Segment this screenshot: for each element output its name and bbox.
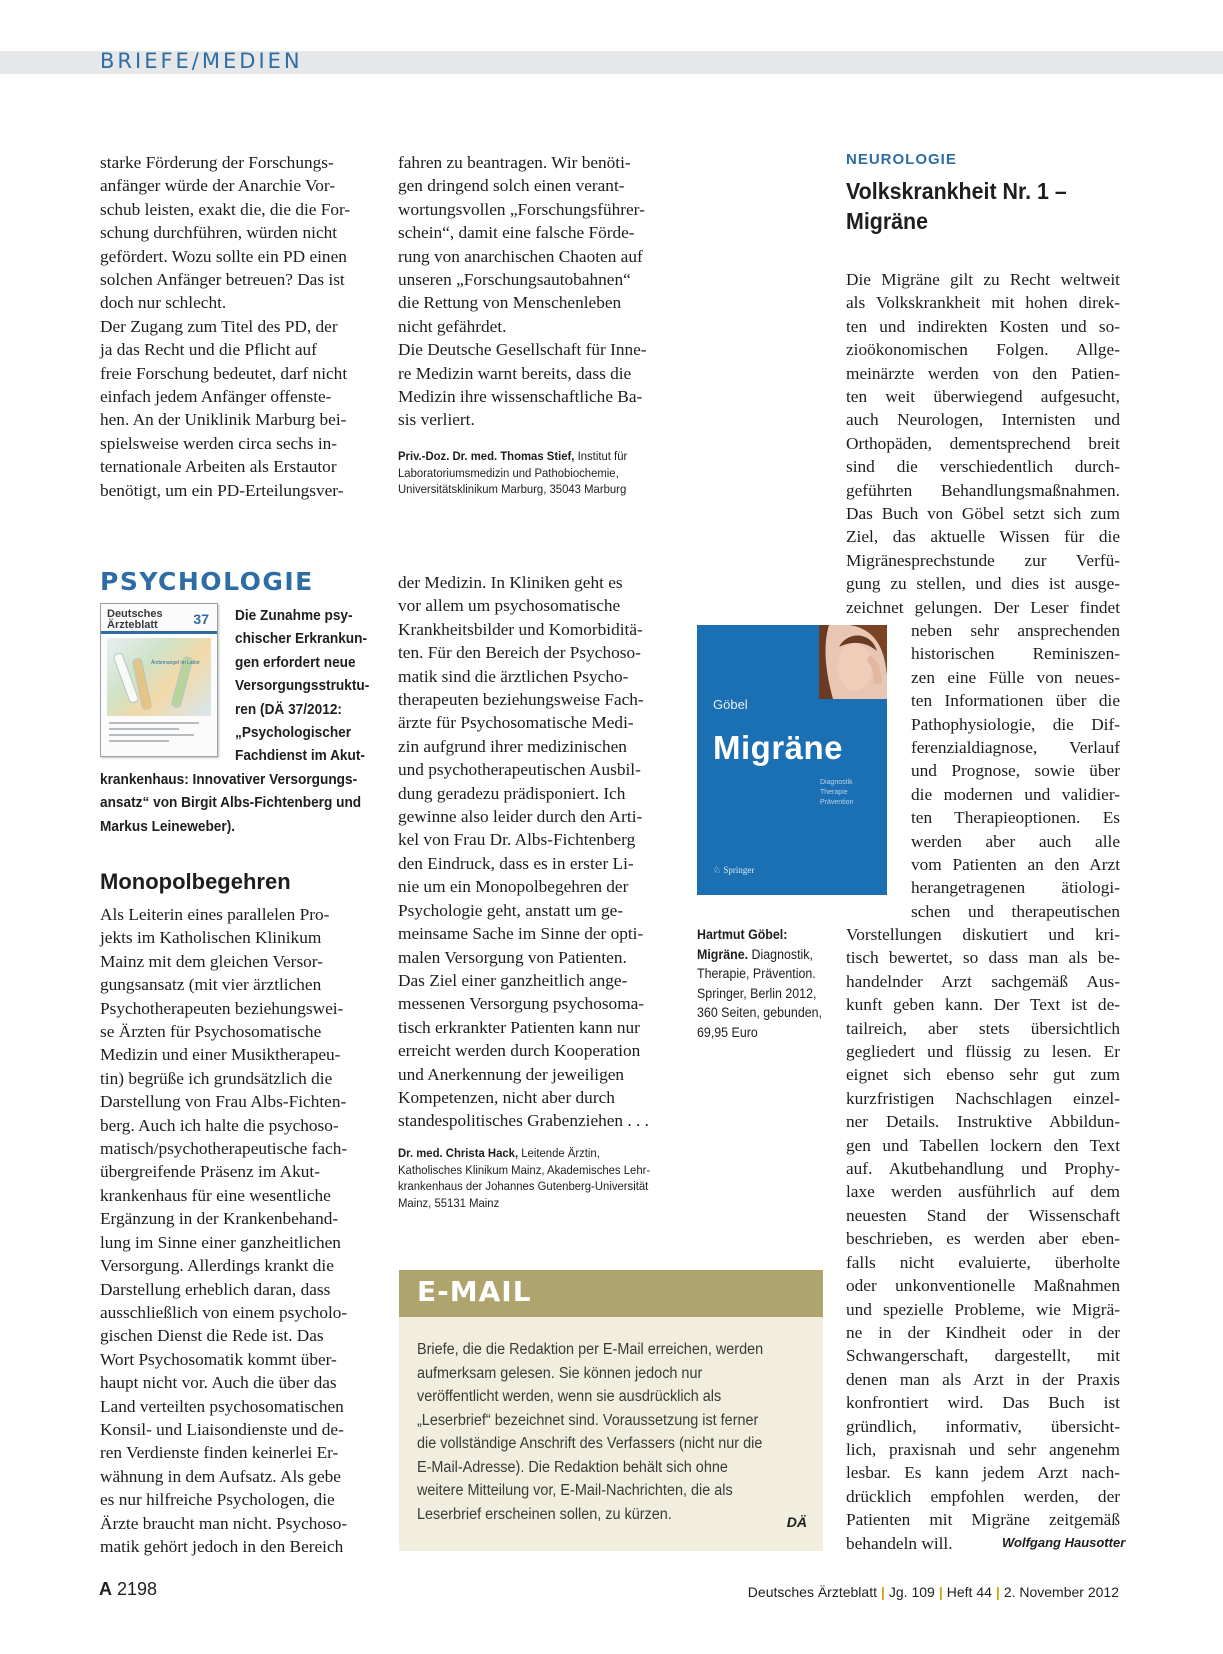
psychologie-intro-line: ren (DÄ 37/2012: xyxy=(235,700,342,718)
letter1-text-line: wortungsvollen „Forschungsführer- xyxy=(398,199,645,219)
letter2-text-line: und Anerkennung der jeweiligen xyxy=(398,1064,625,1084)
book-cover-photo xyxy=(819,625,887,699)
letter2-text-line: Konsil- und Liaisondienste und de- xyxy=(100,1419,344,1439)
page-prefix: A xyxy=(99,1579,112,1599)
psychologie-intro-line: gen erfordert neue xyxy=(235,653,356,671)
letter2-text-line: dung geradezu prädisponiert. Ich xyxy=(398,783,626,803)
psychologie-intro-line: chischer Erkrankun- xyxy=(235,630,368,648)
letter2-text-line: malen Versorgung von Patienten. xyxy=(398,947,627,967)
review-text-line: ten Therapieoptionen. Es xyxy=(911,808,1120,828)
letter2-column1 xyxy=(100,903,380,1558)
psychologie-intro-line: ansatz“ von Birgit Albs-Fichtenberg und xyxy=(100,794,362,812)
email-box-text: Briefe, die die Redaktion per E-Mail erreichen, werden aufmerksam gelesen. Sie können jedoch nur veröffentlicht werden, wenn sie ausdrücklich als „Leserbrief“ bezeichnet sind. Voraussetzung ist ferner die vollständige Anschrift des Verfassers (nicht nur die E-Mail-Adresse). Die Redaktion behält sich ohne weitere Mitteilung vor, E-Mail-Nachrichten, die als Leserbrief erscheinen sollen, zu kürzen. xyxy=(417,1341,764,1523)
magazine-cover-image xyxy=(100,603,218,757)
springer-logo-icon: ♘ xyxy=(713,865,724,875)
psychologie-intro-line: „Psychologischer xyxy=(235,724,352,742)
letter1-text-line: fahren zu beantragen. Wir benöti- xyxy=(398,153,631,172)
review-text-line: Pathophysiologie, die Dif- xyxy=(911,714,1120,734)
letter2-text-line: tin) begrüße ich grundsätzlich die xyxy=(100,1068,333,1088)
review-author: Wolfgang Hausotter xyxy=(1002,1535,1126,1550)
review-text-line: kurzfristigen Nachschlagen einzel- xyxy=(846,1088,1120,1108)
letter2-text-line: den Eindruck, dass es in erster Li- xyxy=(398,853,634,873)
review-text-line: lich, praxisnah und sehr angenehm xyxy=(846,1439,1120,1459)
letter1-text-line: nicht gefährdet. xyxy=(398,316,507,336)
letter2-text-line: es nur hilfreiche Psychologen, die xyxy=(100,1490,335,1510)
psychologie-heading: PSYCHOLOGIE xyxy=(100,567,314,596)
letter1-signature xyxy=(398,448,665,498)
book-cover-title: Migräne xyxy=(713,729,844,766)
book-caption-line: 69,95 Euro xyxy=(697,1024,758,1040)
review-text-line: zioökonomischen Folgen. Allge- xyxy=(846,340,1120,360)
letter1-text-line: anfänger würde der Anarchie Vor- xyxy=(100,176,336,196)
review-text-line: werden aber auch alle xyxy=(911,831,1120,851)
letter1-text-line: schung durchführen, würden nicht xyxy=(100,223,338,243)
letter2-text-line: ärzte für Psychosomatische Medi- xyxy=(398,713,634,733)
book-cover-subtitle-line: Prävention xyxy=(820,799,854,806)
letter2-text-line: der Medizin. In Kliniken geht es xyxy=(398,573,623,592)
letter2-text-line: Darstellung erheblich daran, dass xyxy=(100,1279,331,1299)
footer-separator: | xyxy=(938,1584,943,1600)
letter2-text-line: vor allem um psychosomatische xyxy=(398,596,621,616)
magazine-issue-number: 37 xyxy=(193,611,209,627)
review-text-line: drücklich empfohlen werden, der xyxy=(846,1486,1120,1506)
review-text-line: laxe werden ausführlich auf dem xyxy=(846,1182,1120,1202)
review-text-line: beschrieben, es werden aber eben- xyxy=(846,1229,1120,1249)
review-text-line: Schwangerschaft, dargestellt, mit xyxy=(846,1346,1120,1366)
letter1-column2 xyxy=(398,151,678,432)
letter2-text-line: nie um ein Monopolbegehren der xyxy=(398,877,629,897)
email-box-signature: DÄ xyxy=(786,1514,807,1530)
footer-publication-info xyxy=(748,1584,1119,1600)
review-text-line: gung zu stellen, und dies ist ausge- xyxy=(846,574,1120,594)
review-text-line: zen eine Fülle von neues- xyxy=(911,667,1120,687)
letter2-text-line: erreicht werden durch Kooperation xyxy=(398,1041,641,1061)
letter2-text-line: Darstellung von Frau Albs-Fichten- xyxy=(100,1092,347,1112)
review-text-line: Vorstellungen diskutiert und kri- xyxy=(846,925,1120,944)
review-text-line: und Prognose, sowie über xyxy=(911,761,1120,781)
review-text-line: zeichnet gelungen. Der Leser findet xyxy=(846,597,1120,617)
letter2-title: Monopolbegehren xyxy=(100,869,291,894)
review-text-line: ne in der Kindheit oder in der xyxy=(846,1322,1120,1342)
letter2-text-line: Versorgung. Allerdings krankt die xyxy=(100,1256,334,1276)
letter1-text-line: solchen Anfänger betreuen? Das ist xyxy=(100,270,345,290)
letter2-text-line: Ergänzung in der Krankenbehand- xyxy=(100,1209,339,1229)
magazine-title-line2: Ärzteblatt xyxy=(107,619,158,631)
letter1-text-line: Der Zugang zum Titel des PD, der xyxy=(100,316,338,336)
letter2-text-line: krankenhaus für eine wesentliche xyxy=(100,1185,331,1205)
letter2-text-line: übergreifende Präsenz im Akut- xyxy=(100,1162,320,1182)
review-body-bottom xyxy=(846,923,1120,1555)
letter2-text-line: wähnung in dem Aufsatz. Als gebe xyxy=(100,1466,341,1486)
review-text-line: sind die verschiedentlich durch- xyxy=(846,457,1120,477)
letter1-text-line: hen. An der Uniklinik Marburg bei- xyxy=(100,410,347,430)
letter2-signature xyxy=(398,1145,674,1211)
woman-headache-illustration xyxy=(819,625,887,699)
footer-separator: | xyxy=(995,1584,1000,1600)
letter1-signature-name: Priv.-Doz. Dr. med. Thomas Stief, xyxy=(398,449,575,463)
letter2-text-line: kel von Frau Dr. Albs-Fichtenberg xyxy=(398,830,636,850)
letter2-text-line: matik gehört jedoch in den Bereich xyxy=(100,1536,344,1556)
letter1-text-line: schub leisten, exakt die, die die For- xyxy=(100,199,351,219)
letter2-text-line: ten. Für den Bereich der Psychoso- xyxy=(398,643,641,663)
magazine-lab-photo xyxy=(107,638,211,716)
review-text-line: Migränesprechstunde zur Verfü- xyxy=(846,550,1120,570)
review-text-line: tisch bewertet, so dass man als be- xyxy=(846,948,1120,968)
footer-date: 2. November 2012 xyxy=(1003,1584,1119,1600)
letter1-text-line: unseren „Forschungsautobahnen“ xyxy=(398,270,631,290)
review-text-line: herangetragenen ätiologi- xyxy=(911,878,1120,898)
review-text-line: konfrontiert wird. Das Buch ist xyxy=(846,1393,1120,1413)
section-title: BRIEFE/MEDIEN xyxy=(100,49,303,73)
footer-separator: | xyxy=(880,1584,885,1600)
psychologie-intro-line: Versorgungsstruktu- xyxy=(235,677,370,695)
magazine-title-line1: Deutsches xyxy=(107,608,163,620)
letter1-text-line: spielsweise werden circa sechs in- xyxy=(100,433,338,453)
letter2-text-line: jekts im Katholischen Klinikum xyxy=(100,928,322,948)
letter2-text-line: ausschließlich von einem psycholo- xyxy=(100,1302,348,1322)
letter1-text-line: freie Forschung bedeutet, darf nicht xyxy=(100,363,348,383)
review-text-line: neuesten Stand der Wissenschaft xyxy=(846,1205,1120,1225)
psychologie-intro-line: Markus Leineweber). xyxy=(100,817,236,835)
letter1-text-line: rung von anarchischen Chaoten auf xyxy=(398,246,643,266)
letter2-text-line: meinsame Sache im Sinne der opti- xyxy=(398,924,644,944)
letter2-text-line: Medizin und einer Musiktherapeu- xyxy=(100,1045,341,1065)
letter2-signature-line: Katholisches Klinikum Mainz, Akademisches Lehr- xyxy=(398,1162,651,1177)
letter2-text-line: therapeuten beziehungsweise Fach- xyxy=(398,690,644,710)
review-text-line: historischen Reminiszen- xyxy=(911,644,1120,664)
letter2-text-line: standespolitisches Grabenziehen . . . xyxy=(398,1111,649,1131)
letter2-text-line: Ärzte braucht man nicht. Psychoso- xyxy=(100,1513,348,1533)
book-cover-subtitle-line: Therapie xyxy=(820,789,848,796)
book-cover-publisher xyxy=(713,865,754,876)
review-text-line: lesbar. Es kann jedem Arzt nach- xyxy=(846,1463,1120,1483)
letter1-column1 xyxy=(100,151,376,502)
magazine-cover-title xyxy=(107,609,163,631)
letter2-text-line: Wort Psychosomatik kommt über- xyxy=(100,1349,337,1369)
letter1-signature-line: Institut für xyxy=(574,449,628,463)
letter2-text-line: tisch erkrankter Patienten kann nur xyxy=(398,1017,640,1037)
book-cover-subtitle xyxy=(820,778,853,808)
review-kicker: NEUROLOGIE xyxy=(846,151,957,168)
book-cover-publisher-name: Springer xyxy=(723,865,755,875)
letter2-text-line: Kompetenzen, nicht aber durch xyxy=(398,1087,615,1107)
review-text-line: auch Neurologen, Internisten und xyxy=(846,410,1120,430)
letter1-text-line: ternationale Arbeiten als Erstautor xyxy=(100,457,337,477)
review-text-line: geführten Behandlungsmaßnahmen. xyxy=(846,480,1120,500)
review-text-line: oder unkonventionelle Maßnahmen xyxy=(846,1276,1120,1296)
page-number xyxy=(99,1579,157,1600)
psychologie-intro-beside xyxy=(235,604,381,768)
letter1-text-line: Die Deutsche Gesellschaft für Inne- xyxy=(398,340,647,360)
letter1-signature-line: Laboratoriumsmedizin und Pathobiochemie, xyxy=(398,465,619,480)
email-box-title: E-MAIL xyxy=(417,1275,532,1308)
letter2-text-line: Krankheitsbilder und Komorbiditä- xyxy=(398,619,643,639)
letter1-text-line: starke Förderung der Forschungs- xyxy=(100,153,334,172)
book-caption-line: Diagnostik, xyxy=(748,946,813,962)
letter2-text-line: Psychologie geht, anstatt um ge- xyxy=(398,900,624,920)
letter2-signature-line: Mainz, 55131 Mainz xyxy=(398,1195,500,1210)
magazine-band xyxy=(101,631,217,634)
footer-journal: Deutsches Ärzteblatt xyxy=(747,1584,877,1600)
letter1-text-line: benötigt, um ein PD-Erteilungsver- xyxy=(100,480,344,500)
review-text-line: neben sehr ansprechenden xyxy=(911,621,1120,640)
letter2-signature-name: Dr. med. Christa Hack, xyxy=(398,1146,519,1160)
letter2-text-line: und psychotherapeutischen Ausbil- xyxy=(398,760,641,780)
review-text-line: schen und therapeutischen xyxy=(911,901,1120,921)
review-text-line: ten Informationen über die xyxy=(911,691,1120,711)
book-cover-image xyxy=(697,625,887,895)
page-number-value: 2198 xyxy=(117,1579,158,1599)
review-text-line: ner Details. Instruktive Abbildun- xyxy=(846,1112,1120,1132)
email-info-box xyxy=(399,1270,823,1551)
letter2-text-line: gewinne also leider durch den Arti- xyxy=(398,807,643,827)
book-caption-author: Hartmut Göbel: xyxy=(697,927,788,942)
review-text-line: Patienten mit Migräne zeitgemäß xyxy=(846,1510,1120,1530)
review-text-line: Das Buch von Göbel setzt sich zum xyxy=(846,504,1120,524)
review-text-line: und spezielle Probleme, wie Migrä- xyxy=(846,1299,1120,1319)
review-text-line: falls nicht evaluierte, überholte xyxy=(846,1252,1120,1272)
email-box-header xyxy=(399,1270,823,1317)
letter2-text-line: zin aufgrund ihrer medizinischen xyxy=(398,736,627,756)
review-body-top xyxy=(846,268,1120,619)
letter2-text-line: matik sind die ärztlichen Psycho- xyxy=(398,666,629,686)
review-title xyxy=(846,176,1067,236)
letter1-text-line: einfach jedem Anfänger offenste- xyxy=(100,387,332,407)
review-text-line: meinärzte werden von den Patien- xyxy=(846,363,1120,383)
letter2-signature-line: Leitende Ärztin, xyxy=(518,1146,600,1160)
review-text-line: gründlich, informativ, übersicht- xyxy=(846,1416,1120,1436)
review-text-line: tailreich, aber stets übersichtlich xyxy=(846,1018,1120,1038)
review-text-line: Ziel, das aktuelle Wissen für die xyxy=(846,527,1120,547)
review-text-line: vom Patienten an den Arzt xyxy=(911,855,1120,875)
psychologie-intro-line: Fachdienst im Akut- xyxy=(235,747,365,765)
book-caption-title: Migräne. xyxy=(697,946,749,962)
letter1-text-line: Medizin ihre wissenschaftliche Ba- xyxy=(398,387,643,407)
review-text-line: kunft geben kann. Der Text ist de- xyxy=(846,995,1120,1015)
review-text-line: als Volkskrankheit mit hohen direk- xyxy=(846,293,1120,313)
footer-volume: Jg. 109 xyxy=(888,1584,935,1600)
letter2-text-line: berg. Auch ich halte die psychoso- xyxy=(100,1115,339,1135)
letter2-text-line: se Ärzten für Psychosomatische xyxy=(100,1022,322,1042)
letter2-text-line: ren Verdienste finden keinerlei Er- xyxy=(100,1443,339,1463)
review-text-line: handelnder Arzt sachgemäß Aus- xyxy=(846,971,1120,991)
book-caption xyxy=(697,925,835,1042)
book-cover-subtitle-line: Diagnostik xyxy=(820,779,853,786)
letter2-text-line: matisch/psychotherapeutische fach- xyxy=(100,1139,348,1159)
letter2-text-line: haupt nicht vor. Auch die über das xyxy=(100,1373,337,1393)
letter1-text-line: ja das Recht und die Pflicht auf xyxy=(100,340,317,360)
footer-issue: Heft 44 xyxy=(946,1584,992,1600)
psychologie-intro-full xyxy=(100,768,382,838)
letter1-text-line: die Rettung von Menschenleben xyxy=(398,293,622,313)
book-caption-line: Springer, Berlin 2012, xyxy=(697,985,817,1001)
letter2-text-line: messenen Versorgung psychosoma- xyxy=(398,994,645,1014)
letter2-text-line: Das Ziel einer ganzheitlich ange- xyxy=(398,970,628,990)
review-text-line: auf. Akutbehandlung und Prophy- xyxy=(846,1159,1120,1179)
letter2-text-line: Land verteilten psychosomatischen xyxy=(100,1396,344,1416)
letter1-text-line: sis verliert. xyxy=(398,410,475,430)
book-cover-author: Göbel xyxy=(713,697,748,712)
letter1-text-line: re Medizin warnt bereits, dass die xyxy=(398,363,632,383)
review-body-indented xyxy=(911,619,1120,923)
letter1-text-line: gefördert. Wozu sollte ein PD einen xyxy=(100,246,347,266)
review-text-line: gen und Tabellen lockern den Text xyxy=(846,1135,1120,1155)
review-text-line: eignet sich ebenso sehr gut zum xyxy=(846,1065,1120,1085)
psychologie-intro-line: Die Zunahme psy- xyxy=(235,607,353,624)
test-tube-icon xyxy=(132,658,153,711)
review-text-line: Orthopäden, dementsprechend breit xyxy=(846,433,1120,453)
letter2-text-line: Mainz mit dem gleichen Versor- xyxy=(100,951,323,971)
book-caption-line: 360 Seiten, gebunden, xyxy=(697,1005,823,1020)
letter1-text-line: doch nur schlecht. xyxy=(100,293,227,313)
psychologie-intro-line: krankenhaus: Innovativer Versorgungs- xyxy=(100,771,358,788)
magazine-text-lines xyxy=(109,722,209,746)
review-text-line: die modernen und validier- xyxy=(911,784,1120,804)
letter2-column2 xyxy=(398,571,678,1133)
book-caption-line: Therapie, Prävention. xyxy=(697,966,816,981)
review-title-line2: Migräne xyxy=(846,208,929,234)
magazine-subtitle: Ärztemangel im Labor xyxy=(151,660,200,666)
review-text-line: ferenzialdiagnose, Verlauf xyxy=(911,738,1120,758)
review-title-line1: Volkskrankheit Nr. 1 – xyxy=(846,178,1067,204)
review-text-line: ten weit überwiegend aufgesucht, xyxy=(846,387,1120,407)
letter2-text-line: gungsansatz (mit vier ärztlichen xyxy=(100,975,322,995)
review-text-line: behandeln will. xyxy=(846,1533,953,1553)
review-text-line: gegliedert und flüssig zu lesen. Er xyxy=(846,1042,1120,1062)
review-text-line: denen man als Arzt in der Praxis xyxy=(846,1369,1120,1389)
letter2-text-line: Als Leiterin eines parallelen Pro- xyxy=(100,905,330,924)
letter1-text-line: gen dringend solch einen verant- xyxy=(398,176,625,196)
letter2-signature-line: krankenhaus der Johannes Gutenberg-Universität xyxy=(398,1179,649,1193)
letter1-signature-line: Universitätsklinikum Marburg, 35043 Marburg xyxy=(398,482,627,496)
letter2-text-line: lung im Sinne einer ganzheitlichen xyxy=(100,1232,341,1252)
letter1-text-line: schein“, damit eine falsche Förde- xyxy=(398,223,635,243)
review-text-line: Die Migräne gilt zu Recht weltweit xyxy=(846,270,1120,289)
review-text-line: ten und indirekten Kosten und so- xyxy=(846,316,1120,336)
letter2-text-line: gischen Dienst die Rede ist. Das xyxy=(100,1326,324,1346)
letter2-text-line: Psychotherapeuten beziehungswei- xyxy=(100,998,344,1018)
